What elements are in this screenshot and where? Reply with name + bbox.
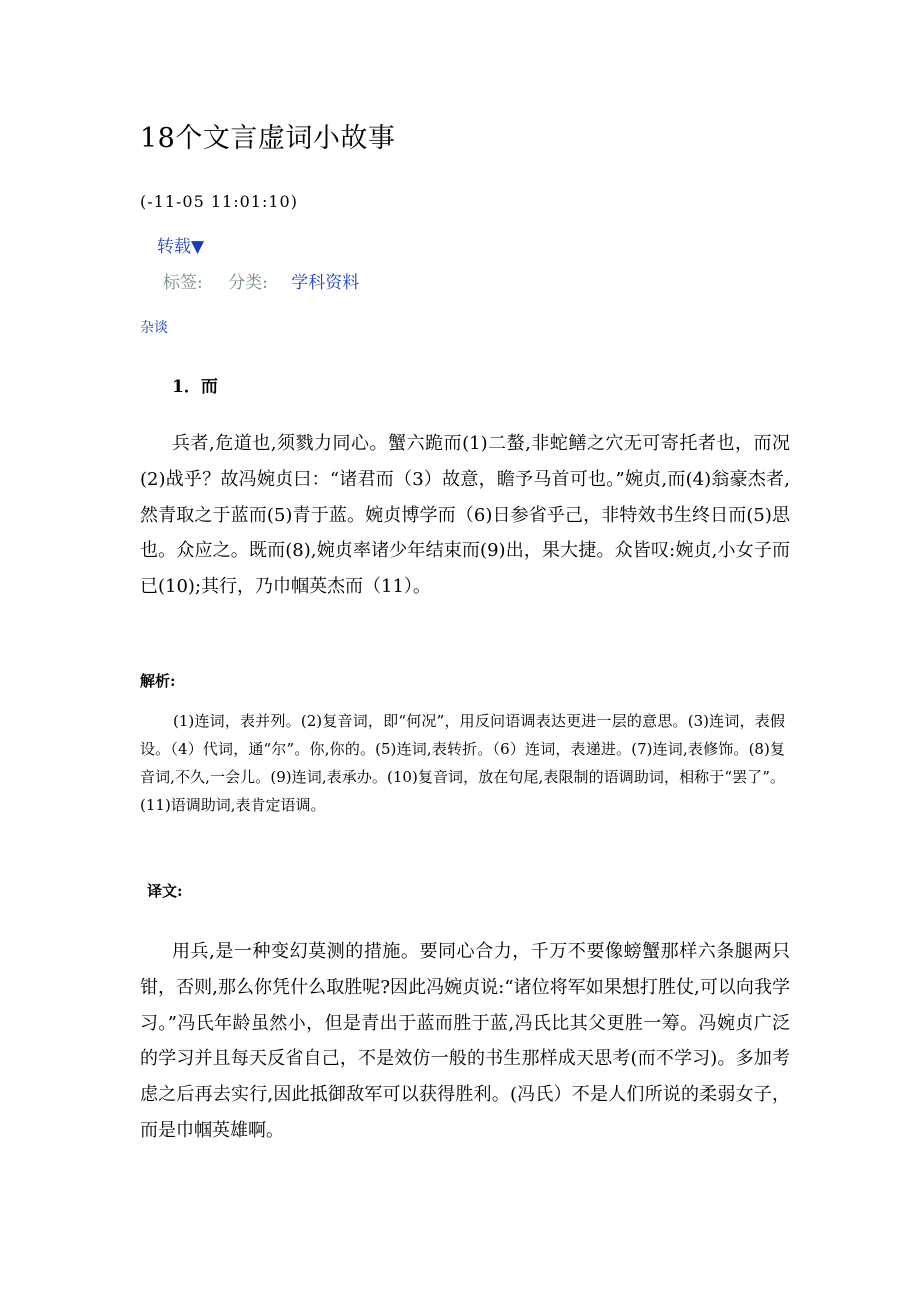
repost-link[interactable]: 转载▼ [157,237,205,257]
post-date: (-11-05 11:01:10) [140,192,298,211]
tags-label: 标签: [163,273,203,293]
analysis-label: 解析: [140,672,176,690]
translation-label: 译文: [147,882,183,900]
misc-tag-link[interactable]: 杂谈 [140,320,168,336]
category-link[interactable]: 学科资料 [291,273,360,293]
translation-paragraph: 用兵,是一种变幻莫测的措施。要同心合力，千万不要像螃蟹那样六条腿两只钳，否则,那么你凭什么取胜呢?因此冯婉贞说:“诸位将军如果想打胜仗,可以向我学习。”冯氏年龄虽然小，但是青出于蓝而胜于蓝,冯氏比其父更胜一筹。冯婉贞广泛的学习并且每天反省自己，不是效仿一般的书生那样成天思考(而不学习)。多加考虑之后再去实行,因此抵御敌军可以获得胜利。(冯氏）不是人们所说的柔弱女子，而是巾帼英雄啊。 [140,941,790,1141]
tag-category-bar [163,268,359,293]
story-paragraph: 兵者,危道也,须戮力同心。蟹六跪而(1)二螯,非蛇鳝之穴无可寄托者也，而况(2)战乎？故冯婉贞曰：“诸君而（3）故意，瞻予马首可也。”婉贞,而(4)翁豪杰者,然青取之于蓝而(5)青于蓝。婉贞博学而（6)日参省乎己，非特效书生终日而(5)思也。众应之。既而(8),婉贞率诸少年结束而(9)出，果大捷。众皆叹:婉贞,小女子而已(10);其行，乃巾帼英杰而（11）。 [140,433,790,598]
page-title: 18个文言虚词小故事 [140,123,396,154]
analysis-paragraph: (1)连词，表并列。(2)复音词，即“何况”，用反问语调表达更进一层的意思。(3)连词，表假设。（4）代词，通“尔”。你,你的。(5)连词,表转折。（6）连词，表递进。(7)连词,表修饰。(8)复音词,不久,一会儿。(9)连词,表承办。(10)复音词，放在句尾,表限制的语调助词，相称于“罢了”。(11)语调助词,表肯定语调。 [140,712,785,814]
section-heading: 1．而 [172,377,218,397]
category-label: 分类: [228,273,268,293]
